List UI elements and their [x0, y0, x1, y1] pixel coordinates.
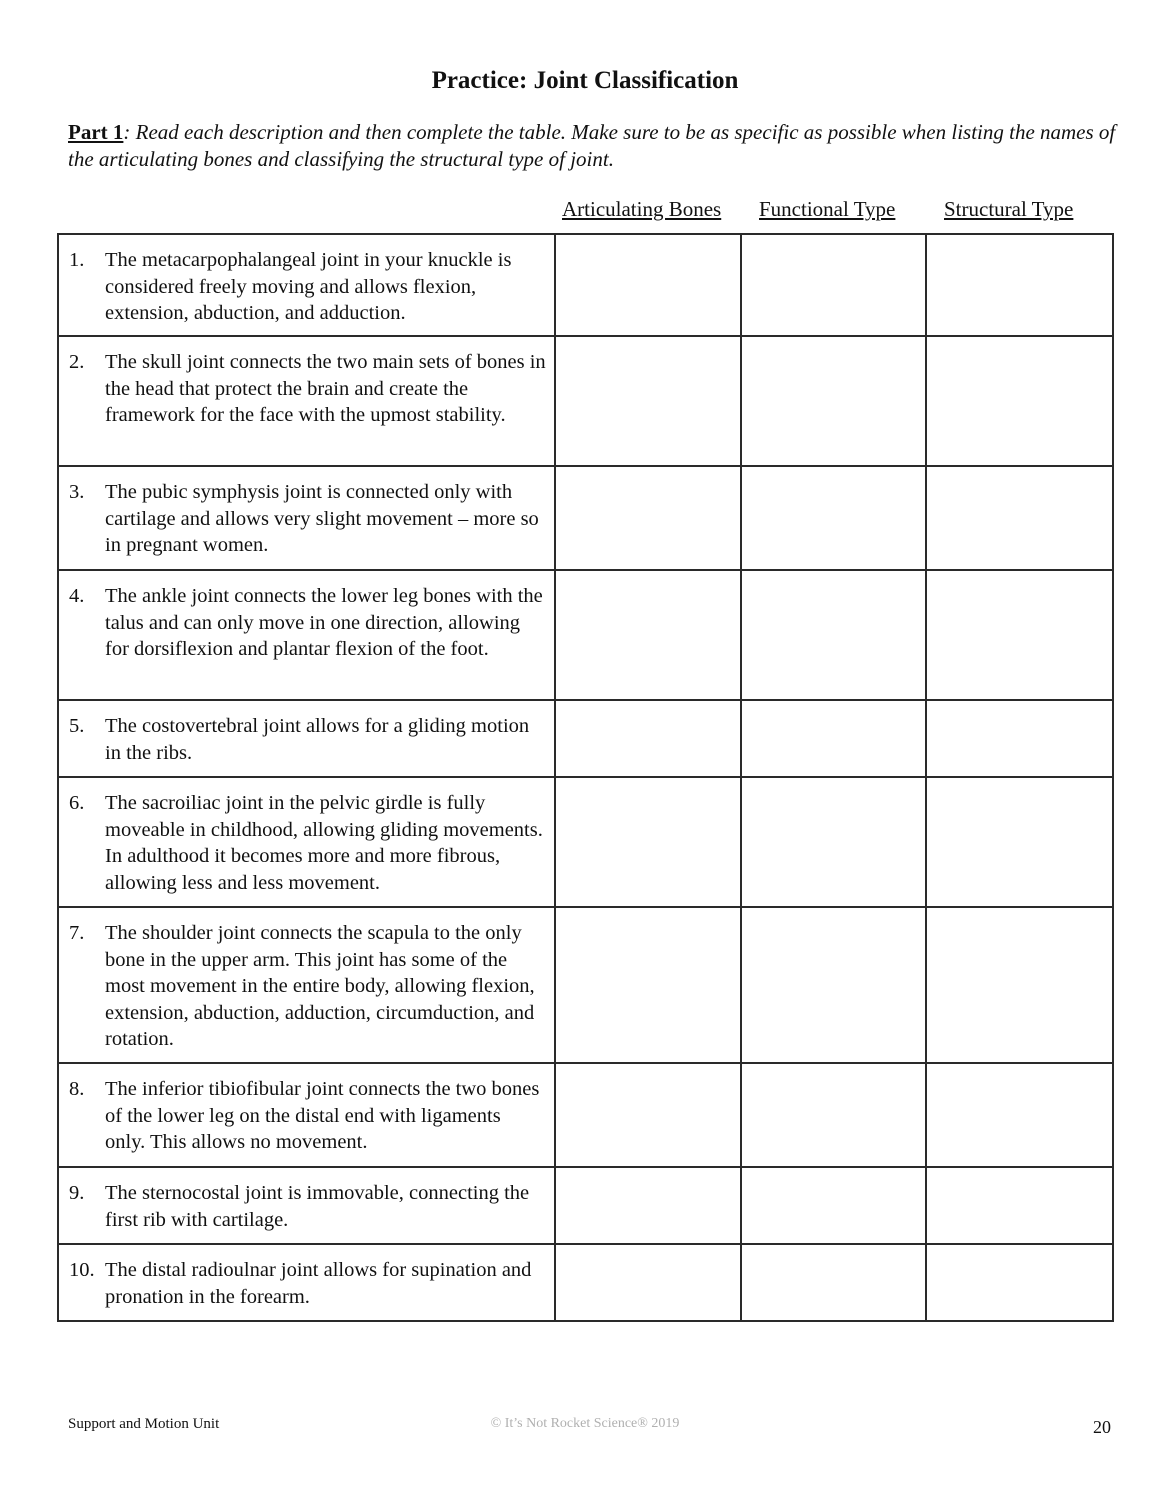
articulating-bones-cell[interactable] [555, 907, 741, 1063]
articulating-bones-cell[interactable] [555, 466, 741, 570]
functional-type-cell[interactable] [741, 570, 926, 700]
table-row [58, 466, 1113, 570]
articulating-bones-cell[interactable] [555, 1167, 741, 1244]
item-number: 3. [69, 481, 85, 503]
table-row [58, 234, 1113, 336]
structural-type-cell[interactable] [926, 1244, 1113, 1321]
item-number: 7. [69, 922, 85, 944]
description-cell [58, 570, 555, 700]
column-header-functional-type: Functional Type [759, 197, 896, 221]
functional-type-cell[interactable] [741, 907, 926, 1063]
structural-type-cell[interactable] [926, 570, 1113, 700]
description-cell [58, 1063, 555, 1167]
item-number: 9. [69, 1182, 85, 1204]
item-description: The inferior tibiofibular joint connects the two bones of the lower leg on the distal end with ligaments only. This allows no movement. [105, 1078, 540, 1153]
articulating-bones-cell[interactable] [555, 1063, 741, 1167]
description-cell [58, 907, 555, 1063]
page-number: 20 [1093, 1417, 1111, 1437]
description-cell [58, 336, 555, 466]
structural-type-cell[interactable] [926, 700, 1113, 777]
articulating-bones-cell[interactable] [555, 777, 741, 907]
item-number: 6. [69, 792, 85, 814]
description-cell [58, 234, 555, 336]
table-row [58, 777, 1113, 907]
structural-type-cell[interactable] [926, 1063, 1113, 1167]
structural-type-cell[interactable] [926, 466, 1113, 570]
table-row [58, 336, 1113, 466]
item-number: 1. [69, 249, 85, 271]
description-cell [58, 700, 555, 777]
instructions-paragraph: Part 1: Read each description and then complete the table. Make sure to be as specific as possible when listing the names of the articulating bones and classifying the structural type of joint. [68, 120, 1116, 171]
footer-unit-name: Support and Motion Unit [68, 1416, 220, 1432]
description-cell [58, 777, 555, 907]
table-row [58, 570, 1113, 700]
table-row [58, 907, 1113, 1063]
functional-type-cell[interactable] [741, 336, 926, 466]
functional-type-cell[interactable] [741, 777, 926, 907]
item-description: The metacarpophalangeal joint in your knuckle is considered freely moving and allows flexion, extension, abduction, and adduction. [105, 249, 512, 324]
item-description: The sternocostal joint is immovable, connecting the first rib with cartilage. [105, 1182, 530, 1231]
item-description: The pubic symphysis joint is connected only with cartilage and allows very slight movement – more so in pregnant women. [105, 481, 539, 556]
table-row [58, 1244, 1113, 1321]
description-cell [58, 466, 555, 570]
description-cell [58, 1244, 555, 1321]
item-number: 4. [69, 585, 85, 607]
table-row [58, 700, 1113, 777]
column-header-structural-type: Structural Type [944, 197, 1074, 221]
page-title: Practice: Joint Classification [431, 67, 739, 94]
structural-type-cell[interactable] [926, 1167, 1113, 1244]
item-number: 8. [69, 1078, 85, 1100]
articulating-bones-cell[interactable] [555, 336, 741, 466]
item-description: The costovertebral joint allows for a gliding motion in the ribs. [105, 715, 530, 764]
structural-type-cell[interactable] [926, 336, 1113, 466]
item-description: The shoulder joint connects the scapula to the only bone in the upper arm. This joint has some of the most movement in the entire body, allowing flexion, extension, abduction, adduction, circumduction, and rotation. [105, 922, 535, 1050]
item-description: The ankle joint connects the lower leg bones with the talus and can only move in one direction, allowing for dorsiflexion and plantar flexion of the foot. [105, 585, 543, 660]
structural-type-cell[interactable] [926, 907, 1113, 1063]
functional-type-cell[interactable] [741, 1167, 926, 1244]
table-row [58, 1063, 1113, 1167]
footer-copyright: © It’s Not Rocket Science® 2019 [490, 1416, 680, 1431]
item-number: 2. [69, 351, 85, 373]
structural-type-cell[interactable] [926, 234, 1113, 336]
functional-type-cell[interactable] [741, 1244, 926, 1321]
table-row [58, 1167, 1113, 1244]
functional-type-cell[interactable] [741, 466, 926, 570]
part-label: Part 1 [68, 120, 124, 144]
functional-type-cell[interactable] [741, 234, 926, 336]
instructions-text: Read each description and then complete the table. Make sure to be as specific as possible when listing the names of the articulating bones and classifying the structural type of joint. [68, 120, 1116, 171]
articulating-bones-cell[interactable] [555, 570, 741, 700]
item-description: The sacroiliac joint in the pelvic girdle is fully moveable in childhood, allowing gliding movements. In adulthood it becomes more and more fibrous, allowing less and less movement. [105, 792, 543, 894]
articulating-bones-cell[interactable] [555, 234, 741, 336]
column-header-articulating-bones: Articulating Bones [562, 197, 722, 221]
item-description: The distal radioulnar joint allows for supination and pronation in the forearm. [105, 1259, 532, 1308]
structural-type-cell[interactable] [926, 777, 1113, 907]
articulating-bones-cell[interactable] [555, 700, 741, 777]
functional-type-cell[interactable] [741, 700, 926, 777]
functional-type-cell[interactable] [741, 1063, 926, 1167]
item-number: 5. [69, 715, 85, 737]
joint-classification-table [57, 233, 1114, 1322]
description-cell [58, 1167, 555, 1244]
item-number: 10. [69, 1259, 95, 1281]
item-description: The skull joint connects the two main sets of bones in the head that protect the brain and create the framework for the face with the upmost stability. [105, 351, 546, 426]
articulating-bones-cell[interactable] [555, 1244, 741, 1321]
